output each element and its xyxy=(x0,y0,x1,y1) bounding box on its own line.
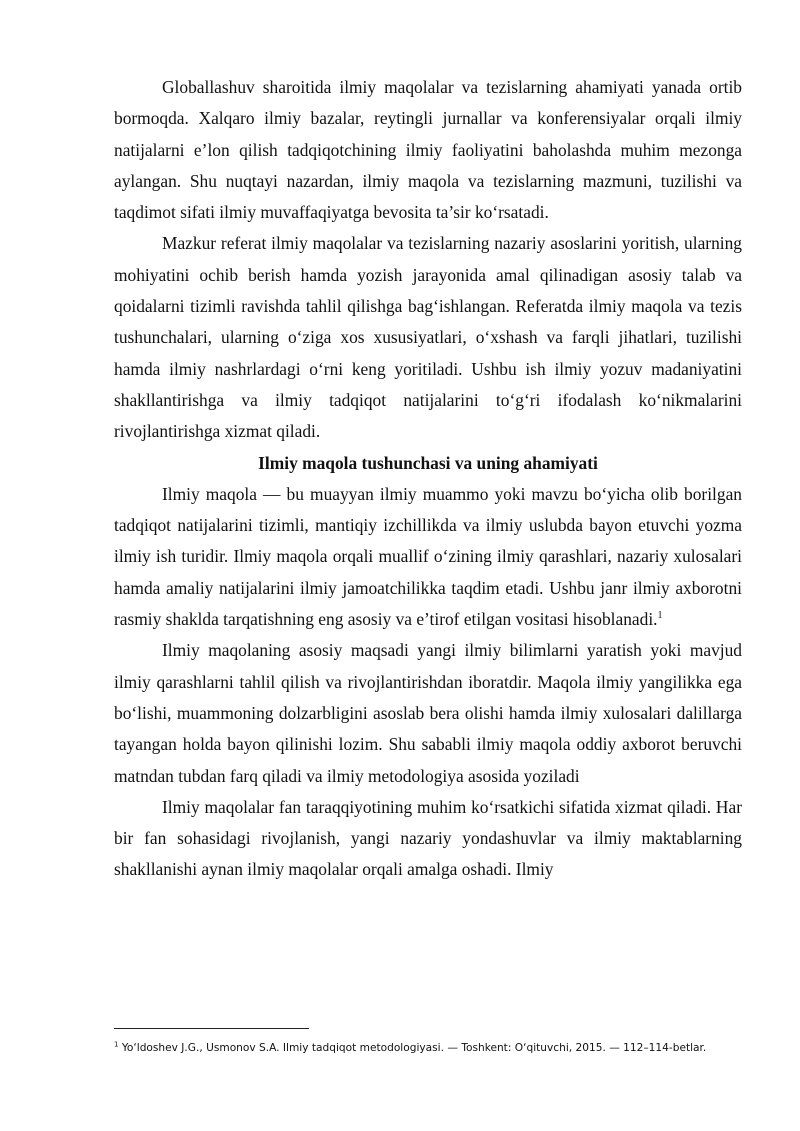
section-heading: Ilmiy maqola tushunchasi va uning ahamiyati xyxy=(258,452,598,473)
footnote-text: Yo‘ldoshev J.G., Usmonov S.A. Ilmiy tadqiqot metodologiyasi. — Toshkent: O‘qituvchi, 2015. — 112–114-betlar. xyxy=(121,1042,707,1054)
paragraph-importance: Ilmiy maqolalar fan taraqqiyotining muhim ko‘rsatkichi sifatida xizmat qiladi. Har bir fan sohasidagi rivojlanish, yangi nazariy yondashuvlar va ilmiy maktablarning shakllanishi aynan ilmiy maqolalar orqali amalga oshadi. Ilmiy xyxy=(114,796,742,880)
footnote-reference[interactable]: 1 xyxy=(657,610,663,622)
paragraph-definition xyxy=(114,479,742,635)
paragraph-purpose: Ilmiy maqolaning asosiy maqsadi yangi ilmiy bilimlarni yaratish yoki mavjud ilmiy qarashlarni tahlil qilish va rivojlantirishdan iboratdir. Maqola ilmiy yangilikka ega bo‘lishi, muammoning dolzarbligini asoslab bera olishi hamda ilmiy xulosalari dalillarga tayangan holda bayon qilinishi lozim. Shu sababli ilmiy maqola oddiy axborot beruvchi matndan tubdan farq qiladi va ilmiy metodologiya asosida yoziladi xyxy=(114,640,742,786)
paragraph-definition-text: Ilmiy maqola — bu muayyan ilmiy muammo yoki mavzu bo‘yicha olib borilgan tadqiqot natijalarini tizimli, mantiqiy izchillikda va ilmiy uslubda bayon etuvchi yozma ilmiy ish turidir. Ilmiy maqola orqali muallif o‘zining ilmiy qarashlari, nazariy xulosalari hamda amaliy natijalarini ilmiy jamoatchilikka taqdim etadi. Ushbu janr ilmiy axborotni rasmiy shaklda tarqatishning eng asosiy va e’tirof etilgan vositasi hisoblanadi. xyxy=(114,483,742,630)
footnote xyxy=(114,1041,754,1055)
paragraph-intro-1: Globallashuv sharoitida ilmiy maqolalar va tezislarning ahamiyati yanada ortib bormoqda. Xalqaro ilmiy bazalar, reytingli jurnallar va konferensiyalar orqali ilmiy natijalarni e’lon qilish tadqiqotchining ilmiy faoliyatini baholashda muhim mezonga aylangan. Shu nuqtayi nazardan, ilmiy maqola va tezislarning mazmuni, tuzilishi va taqdimot sifati ilmiy muvaffaqiyatga bevosita ta’sir ko‘rsatadi. xyxy=(114,77,742,223)
footnote-divider xyxy=(114,1028,309,1029)
paragraph-intro-2: Mazkur referat ilmiy maqolalar va tezislarning nazariy asoslarini yoritish, ularning mohiyatini ochib berish hamda yozish jarayonida amal qilinadigan asosiy talab va qoidalarni tizimli ravishda tahlil qilishga bag‘ishlangan. Referatda ilmiy maqola va tezis tushunchalari, ularning o‘ziga xos xususiyatlari, o‘xshash va farqli jihatlari, tuzilishi hamda ilmiy nashrlardagi o‘rni keng yoritiladi. Ushbu ish ilmiy yozuv madaniyatini shakllantirishga va ilmiy tadqiqot natijalarini to‘g‘ri ifodalash ko‘nikmalarini rivojlantirishga xizmat qiladi. xyxy=(114,233,742,442)
footnote-marker: 1 xyxy=(114,1040,119,1049)
body-text xyxy=(114,72,742,886)
